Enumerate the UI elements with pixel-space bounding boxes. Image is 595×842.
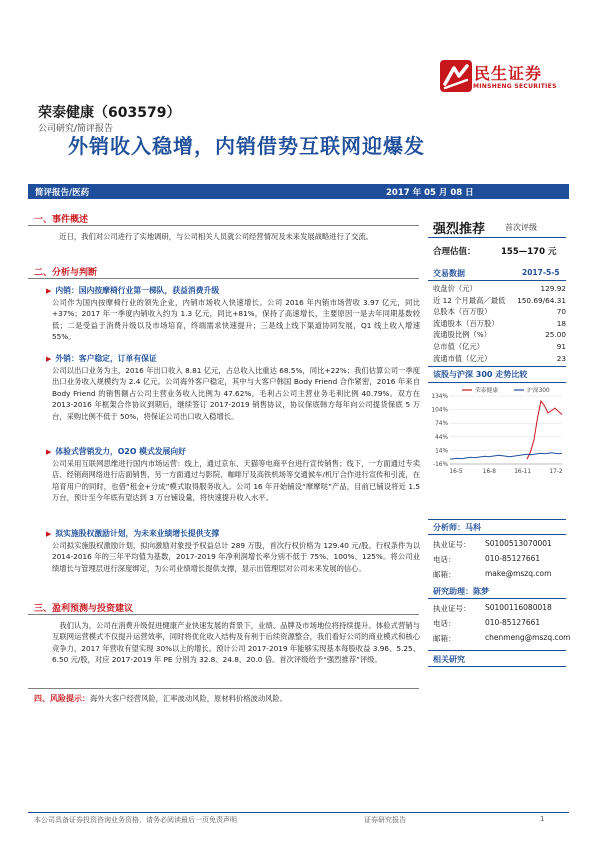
- series-line: [450, 453, 562, 459]
- divider: [428, 666, 566, 667]
- company-name: 荣泰健康（603579）: [38, 105, 181, 121]
- related-research-title: 相关研究: [433, 655, 465, 664]
- rating: 强烈推荐: [433, 222, 486, 237]
- trade-label: 收盘价（元）: [433, 284, 477, 293]
- subheading-text: 拟实施股权激励计划，为未来业绩增长提供支撑: [55, 529, 220, 538]
- trade-label: 流通股本（百万股）: [433, 318, 499, 328]
- subheading: [46, 285, 219, 296]
- trade-value: 23: [556, 353, 566, 363]
- divider: [428, 598, 566, 599]
- brand-name-en: MINSHENG SECURITIES: [473, 83, 557, 90]
- subheading: [46, 353, 157, 364]
- y-tick-label: -16%: [433, 462, 448, 468]
- section-title: 二、分析与判断: [34, 268, 98, 278]
- brand-logo-icon: [438, 58, 474, 94]
- trade-label: 近 12 个月最高／最低: [433, 295, 506, 305]
- divider: [428, 382, 566, 383]
- section-paragraph: 公司以出口业务为主，2016 年出口收入 8.81 亿元，占总收入比重达 68.5%，同比+22%；我们估算公司一季度出口业务收入规模约为 2.4 亿元。公司海外客户稳定，其中与大客户韩国 Body Friend 合作紧密，2016 年来自 Body Friend 的销售额占公司主营业务收入比例为 47.62%，毛利占公司主营业务毛利比例 40.79%。双方在 2013-2016 年框架合作协议到期后，继续签订 2017-2019 销售协议，协议保底韩方每年向公司提货保底 5 万台，采购比例不低于 50%，将保证公司出口收入稳增长。: [52, 366, 420, 421]
- trade-label: 总股本（百万股）: [433, 307, 492, 317]
- chart-title: 该股与沪深 300 走势比较: [433, 370, 528, 379]
- divider: [428, 519, 566, 520]
- section-paragraph: 公司采用互联网思维进行国内市场运营：线上，通过京东、天猫等电商平台进行宣传销售；线下，一方面通过专卖店、经销商网络进行店面销售，另一方面通过与影院、咖啡厅及高铁机场等交通候车/机厅合作进行宣传和引流，在培育用户的同时，也借“租金+分成”模式取得服务收入。公司 16 年开始铺设“摩摩哒”产品，目前已铺设将近 1.5 万台，预计至今年底有望达到 3 万台铺设量，将快速提升收入水平。: [52, 459, 420, 503]
- trade-row: [433, 284, 566, 294]
- x-tick-label: 16-11: [514, 469, 532, 475]
- legend-label: 荣泰健康: [475, 388, 499, 394]
- divider: [428, 534, 566, 535]
- contact-label: 执业证号：: [433, 604, 471, 613]
- bullet-icon: ▶: [46, 355, 52, 363]
- contact-label: 电话：: [433, 619, 456, 628]
- report-title: 外销收入稳增，内销借势互联网迎爆发: [68, 134, 425, 158]
- trade-value: 129.92: [540, 284, 566, 293]
- contact-label: 执业证号：: [433, 540, 471, 549]
- section-divider: [28, 688, 419, 689]
- bullet-icon: ▶: [46, 448, 52, 456]
- divider: [428, 650, 566, 651]
- section-paragraph: 近日，我们对公司进行了实地调研，与公司相关人员就公司经营情况及未来发展战略进行了交流。: [59, 232, 374, 241]
- trade-value: 91: [556, 342, 566, 351]
- stock-chart: [428, 386, 566, 481]
- contact-value[interactable]: chenmeng@mszq.com: [485, 633, 571, 642]
- divider: [428, 237, 566, 238]
- trade-value: 150.69/64.31: [517, 295, 566, 305]
- report-category: 简评报告/医药: [35, 188, 90, 198]
- trade-row: [433, 296, 566, 306]
- divider: [428, 280, 566, 281]
- section-paragraph: 公司作为国内按摩椅行业的领先企业，内销市场收入快速增长。公司 2016 年内销市场营收 3.97 亿元，同比+37%；2017 年一季度内销收入约为 1.3 亿元，同比+81%，保持了高速增长，主要原因一是去年同期基数较低；二是受益于消费升级以及市场培育，终端需求快速提升；三是线上线下渠道协同发展，Q1 线上收入增速 55%。: [52, 298, 420, 342]
- contact-label: 邮箱：: [433, 634, 456, 643]
- section-divider: [28, 278, 419, 279]
- section-title: 一、事件概述: [34, 215, 89, 225]
- x-tick-label: 17-2: [549, 469, 563, 475]
- y-tick-label: 134%: [431, 394, 448, 400]
- trade-row: [433, 319, 566, 329]
- contact-value: S0100513070001: [485, 539, 552, 548]
- x-tick-label: 16-5: [449, 469, 463, 475]
- risk-label: 四、风险提示：: [34, 694, 90, 703]
- valuation-value: 155—170 元: [501, 247, 557, 257]
- legend-label: 沪深300: [527, 388, 550, 394]
- bullet-icon: ▶: [46, 530, 52, 538]
- rating-note: 首次评级: [505, 223, 537, 232]
- brand-name: 民生证券: [474, 64, 543, 83]
- bullet-icon: ▶: [46, 287, 52, 295]
- x-tick-label: 16-8: [482, 469, 496, 475]
- valuation-label: 合理估值：: [433, 247, 476, 257]
- subheading-text: 外销：客户稳定，订单有保证: [55, 354, 157, 363]
- trade-value: 18: [556, 318, 566, 328]
- report-type: 公司研究/简评报告: [38, 124, 114, 134]
- section-title: 三、盈利预测与投资建议: [34, 604, 134, 614]
- page-number: 1: [540, 815, 545, 823]
- subheading-text: 体验式营销发力，O2O 模式发展向好: [55, 447, 186, 456]
- section-divider: [28, 614, 419, 615]
- trade-row: [433, 330, 566, 340]
- contact-value: 010-85127661: [485, 618, 541, 627]
- divider: [428, 366, 566, 367]
- trade-label: 流通股比例（%）: [433, 330, 492, 340]
- trade-value: 25.00: [545, 330, 566, 340]
- trade-label: 流通市值（亿元）: [433, 353, 492, 363]
- analyst-title: 分析师：马科: [433, 523, 481, 532]
- trade-label: 总市值（亿元）: [433, 342, 485, 351]
- trade-data-date: 2017-5-5: [522, 268, 560, 277]
- risk-line: [34, 693, 287, 704]
- y-tick-label: 104%: [431, 407, 448, 414]
- footer-label: 证券研究报告: [364, 816, 406, 824]
- contact-value: S0100116080018: [485, 603, 552, 612]
- contact-label: 电话：: [433, 555, 456, 564]
- subheading: [46, 446, 186, 457]
- trade-row: [433, 354, 566, 364]
- trade-row: [433, 342, 566, 352]
- researcher-title: 研究助理：陈梦: [433, 587, 489, 596]
- trade-data-title: 交易数据: [433, 269, 465, 278]
- category-bar: [28, 184, 569, 199]
- subheading-text: 内销：国内按摩椅行业第一梯队，获益消费升级: [55, 286, 220, 295]
- contact-value[interactable]: make@mszq.com: [485, 569, 552, 578]
- y-tick-label: 74%: [435, 421, 448, 428]
- section-paragraph: 公司拟实施股权激励计划，拟向激励对象授予权益总计 289 万股，首次行权价格为 129.40 元/股。行权条件为以 2014-2016 年的三年平均值为基数，2017-2019 年净利润增长率分别不低于 75%、100%、125%。将公司业绩增长与管理层进行深度绑定，为公司业绩增长提供支撑，显示出管理层对公司未来发展的信心。: [52, 541, 420, 573]
- trade-value: 70: [556, 307, 566, 317]
- footer-divider: [28, 812, 569, 813]
- contact-value: 010-85127661: [485, 554, 541, 563]
- y-tick-label: 44%: [435, 434, 448, 441]
- subheading: [46, 528, 219, 539]
- trade-row: [433, 307, 566, 317]
- y-tick-label: 14%: [435, 448, 448, 455]
- contact-label: 邮箱：: [433, 570, 456, 579]
- report-date: 2017 年 05 月 08 日: [386, 188, 474, 198]
- section-divider: [28, 225, 419, 226]
- section-paragraph: 我们认为，公司在消费升级促进健康产业快速发展的背景下，业绩、品牌及市场地位将持续提升。体验式营销与互联网运营模式不仅提升运营效率，同时将优化收入结构及有利于后续资源整合，我们看好公司的商业模式和核心竞争力，2017 年营收有望实现 30%以上的增长。预计公司 2017-2019 年能够实现基本每股收益 3.96、5.25、6.50 元/股，对应 2017-2019 年 PE 分别为 32.8、24.8、20.0 倍。首次评级给予“强烈推荐”评级。: [52, 621, 420, 665]
- disclaimer: 本公司具备证券投资咨询业务资格，请务必阅读最后一页免责声明: [34, 816, 237, 824]
- risk-text: 海外大客户经营风险，汇率波动风险，原材料价格波动风险。: [90, 694, 288, 703]
